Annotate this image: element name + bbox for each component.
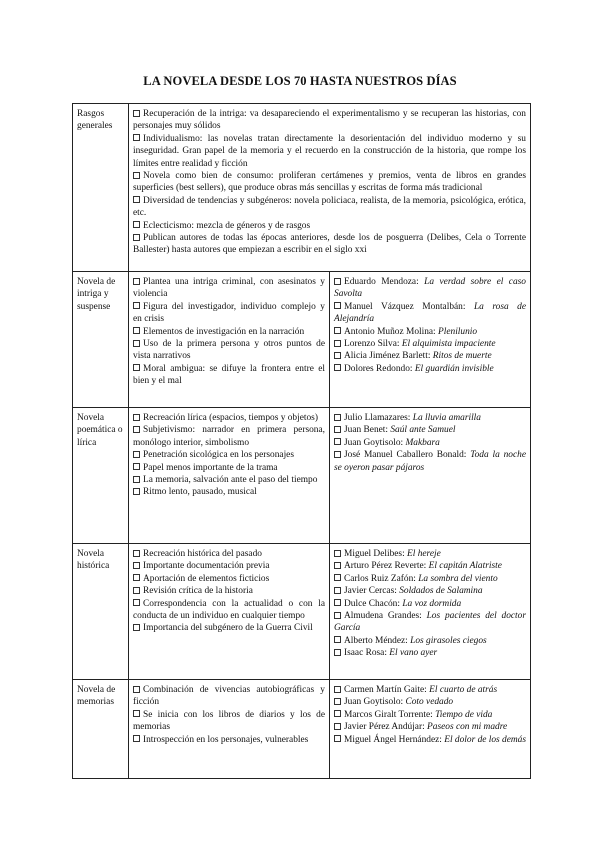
row-memorias — [73, 680, 531, 779]
category-label: Rasgos generales — [73, 104, 129, 272]
checkbox-icon — [334, 686, 341, 693]
list-item: Javier Cercas: Soldados de Salamina — [334, 585, 526, 597]
checkbox-icon — [133, 735, 140, 742]
list-item: Javier Pérez Andújar: Paseos con mi madre — [334, 721, 526, 733]
row-rasgos-generales — [73, 104, 531, 272]
row-intriga — [73, 272, 531, 408]
list-item: Recreación lírica (espacios, tiempos y objetos) — [133, 412, 325, 424]
list-item: Antonio Muñoz Molina: Plenilunio — [334, 326, 526, 338]
checkbox-icon — [334, 340, 341, 347]
checkbox-icon — [133, 488, 140, 495]
checkbox-icon — [334, 574, 341, 581]
list-item: La memoria, salvación ante el paso del tiempo — [133, 474, 325, 486]
list-item: Uso de la primera persona y otros puntos de vista narrativos — [133, 339, 325, 362]
list-item: Alicia Jiménez Barlett: Ritos de muerte — [334, 350, 526, 362]
checkbox-icon — [133, 686, 140, 693]
checkbox-icon — [334, 562, 341, 569]
list-item: Juan Goytisolo: Coto vedado — [334, 696, 526, 708]
features-list — [129, 408, 330, 544]
list-item: Almudena Grandes: Los pacientes del doctor García — [334, 611, 526, 634]
checkbox-icon — [133, 574, 140, 581]
category-label: Novela poemática o lírica — [73, 408, 129, 544]
list-item: Aportación de elementos ficticios — [133, 573, 325, 585]
list-item: Moral ambigua: se difuye la frontera entre el bien y el mal — [133, 363, 325, 387]
list-item: Revisión crítica de la historia — [133, 585, 325, 597]
checkbox-icon — [334, 327, 341, 334]
works-list — [330, 544, 531, 680]
list-item: Eduardo Mendoza: La verdad sobre el caso Savolta — [334, 277, 526, 300]
list-item: Importante documentación previa — [133, 560, 325, 572]
checkbox-icon — [133, 110, 140, 117]
checkbox-icon — [133, 414, 140, 421]
list-item: Eclecticismo: mezcla de géneros y de rasgos — [133, 220, 526, 232]
checkbox-icon — [133, 327, 140, 334]
checkbox-icon — [334, 587, 341, 594]
list-item: Alberto Méndez: Los girasoles ciegos — [334, 635, 526, 647]
category-label: Novela de memorias — [73, 680, 129, 779]
checkbox-icon — [133, 302, 140, 309]
list-item: José Manuel Caballero Bonald: Toda la noche se oyeron pasar pájaros — [334, 450, 527, 473]
features-list — [129, 680, 330, 779]
checkbox-icon — [334, 698, 341, 705]
checkbox-icon — [334, 649, 341, 656]
list-item: Correspondencia con la actualidad o con la conducta de un individuo en cualquier tiempo — [133, 598, 325, 622]
rasgos-list — [129, 104, 531, 272]
row-poematica — [73, 408, 531, 544]
row-historica — [73, 544, 531, 680]
features-list — [129, 272, 330, 408]
list-item: Novela como bien de consumo: proliferan certámenes y premios, venta de libros en grandes superficies (best sellers), que produce obras más sencillas y escritas de forma más tradicional — [133, 171, 526, 194]
checkbox-icon — [133, 463, 140, 470]
checkbox-icon — [133, 599, 140, 606]
checkbox-icon — [334, 278, 341, 285]
works-list — [330, 680, 531, 779]
category-label: Novela histórica — [73, 544, 129, 680]
novel-table — [72, 103, 531, 779]
list-item: Penetración sicológica en los personajes — [133, 449, 325, 461]
list-item: Manuel Vázquez Montalbán: La rosa de Alejandría — [334, 301, 527, 325]
list-item: Individualismo: las novelas tratan directamente la desorientación del individuo moderno y su inseguridad. Gran papel de la memoria y el recuerdo en la construcción de la historia, que rompe los límites entre realidad y ficción — [133, 133, 526, 169]
checkbox-icon — [133, 364, 140, 371]
list-item: Lorenzo Silva: El alquimista impaciente — [334, 338, 526, 350]
checkbox-icon — [133, 134, 140, 141]
checkbox-icon — [133, 624, 140, 631]
checkbox-icon — [334, 426, 341, 433]
checkbox-icon — [334, 451, 341, 458]
list-item: Subjetivismo: narrador en primera persona, monólogo interior, simbolismo — [133, 425, 325, 448]
list-item: Recreación histórica del pasado — [133, 548, 325, 560]
list-item: Dolores Redondo: El guardián invisible — [334, 363, 526, 375]
list-item: Papel menos importante de la trama — [133, 462, 325, 474]
list-item: Dulce Chacón: La voz dormida — [334, 598, 526, 610]
category-label: Novela de intriga y suspense — [73, 272, 129, 408]
list-item: Carmen Martín Gaite: El cuarto de atrás — [334, 684, 526, 696]
list-item: Miguel Ángel Hernández: El dolor de los demás — [334, 734, 526, 746]
checkbox-icon — [334, 364, 341, 371]
checkbox-icon — [334, 723, 341, 730]
list-item: Importancia del subgénero de la Guerra Civil — [133, 622, 325, 634]
checkbox-icon — [133, 278, 140, 285]
checkbox-icon — [133, 234, 140, 241]
list-item: Recuperación de la intriga: va desapareciendo el experimentalismo y se recuperan las historias, con personajes muy sólidos — [133, 109, 526, 132]
works-list — [330, 272, 531, 408]
checkbox-icon — [334, 735, 341, 742]
checkbox-icon — [334, 636, 341, 643]
checkbox-icon — [133, 562, 140, 569]
checkbox-icon — [334, 438, 341, 445]
list-item: Plantea una intriga criminal, con asesinatos y violencia — [133, 277, 325, 300]
checkbox-icon — [133, 587, 140, 594]
list-item: Introspección en los personajes, vulnerables — [133, 734, 325, 746]
list-item: Miguel Delibes: El hereje — [334, 548, 526, 560]
list-item: Carlos Ruiz Zafón: La sombra del viento — [334, 573, 526, 585]
checkbox-icon — [133, 550, 140, 557]
checkbox-icon — [133, 710, 140, 717]
list-item: Juan Benet: Saúl ante Samuel — [334, 424, 526, 436]
checkbox-icon — [133, 196, 140, 203]
list-item: Juan Goytisolo: Makbara — [334, 437, 526, 449]
checkbox-icon — [133, 451, 140, 458]
checkbox-icon — [133, 340, 140, 347]
checkbox-icon — [334, 302, 341, 309]
list-item: Elementos de investigación en la narración — [133, 326, 325, 338]
checkbox-icon — [133, 426, 140, 433]
list-item: Julio Llamazares: La lluvia amarilla — [334, 412, 526, 424]
works-list — [330, 408, 531, 544]
checkbox-icon — [334, 612, 341, 619]
list-item: Se inicia con los libros de diarios y los de memorias — [133, 709, 325, 733]
checkbox-icon — [334, 414, 341, 421]
page-title: LA NOVELA DESDE LOS 70 HASTA NUESTROS DÍAS — [143, 74, 457, 88]
checkbox-icon — [334, 710, 341, 717]
checkbox-icon — [334, 550, 341, 557]
list-item: Publican autores de todas las épocas anteriores, desde los de posguerra (Delibes, Cela o Torrente Ballester) hasta autores que empiezan a escribir en el siglo xxi — [133, 233, 526, 256]
checkbox-icon — [133, 172, 140, 179]
list-item: Ritmo lento, pausado, musical — [133, 486, 325, 498]
checkbox-icon — [334, 599, 341, 606]
features-list — [129, 544, 330, 680]
list-item: Marcos Giralt Torrente: Tiempo de vida — [334, 709, 526, 721]
checkbox-icon — [334, 352, 341, 359]
checkbox-icon — [133, 221, 140, 228]
checkbox-icon — [133, 476, 140, 483]
list-item: Isaac Rosa: El vano ayer — [334, 647, 526, 659]
list-item: Arturo Pérez Reverte: El capitán Alatriste — [334, 560, 526, 572]
list-item: Diversidad de tendencias y subgéneros: novela policiaca, realista, de la memoria, psicológica, erótica, etc. — [133, 195, 526, 219]
list-item: Figura del investigador, individuo complejo y en crisis — [133, 301, 325, 325]
list-item: Combinación de vivencias autobiográficas y ficción — [133, 685, 325, 708]
